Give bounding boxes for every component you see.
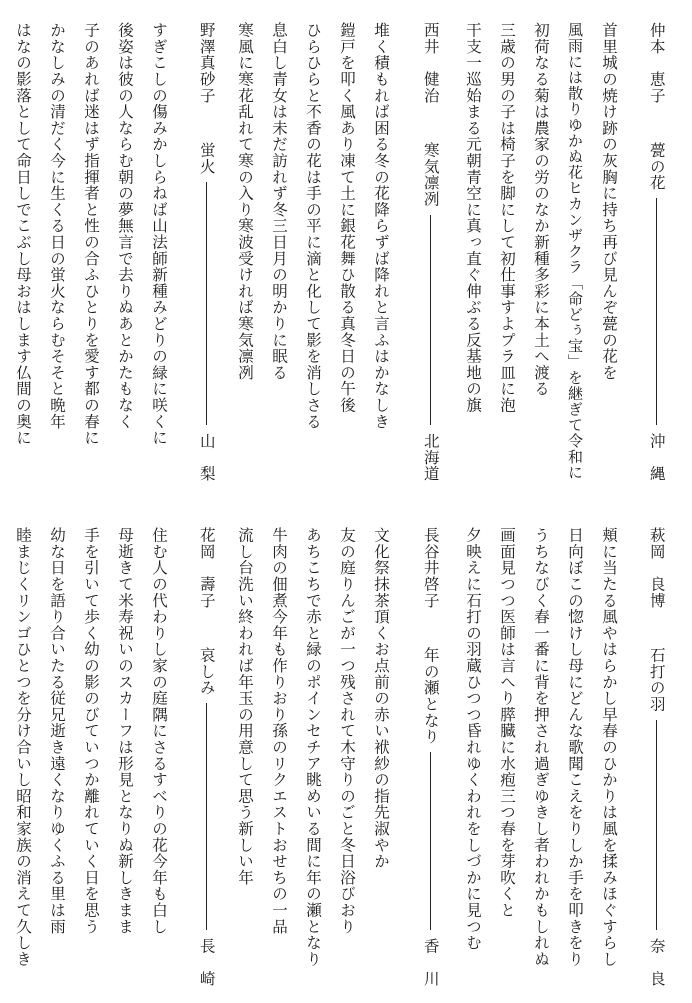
poem-title: 蛍火: [197, 141, 216, 175]
poem-line: 三歳の男の子は椅子を脚にして初仕事すよプラ皿に泡: [498, 22, 516, 414]
poem-line: 母逝きて米寿祝いのスカーフは形見となりぬ新しきまま: [116, 527, 134, 935]
poem-title: 石打の羽: [647, 646, 666, 712]
author-name: 長谷井啓子: [421, 527, 440, 609]
region-name: 奈 良: [647, 938, 666, 987]
poem-title: 甍の花: [647, 141, 666, 191]
poem-line: 日向ぼこの惚けし母にどんな歌聞こえをりしか手を叩きをり: [566, 527, 584, 968]
poem-line: 堆く積もれば困る冬の花降らずば降れと言ふはかなしき: [372, 22, 390, 430]
section-header: [420, 527, 440, 987]
title-rule: [206, 703, 207, 930]
title-rule: [656, 720, 657, 930]
poem-line: 手を引いて歩く幼の影のびていつか離れていく日を思う: [82, 527, 100, 935]
poem-line: 牛肉の佃煮今年も作りおり孫のリクエストおせちの一品: [270, 527, 288, 935]
poem-line: 住む人の代わりし家の庭隅にさるすべりの花今年も白し: [150, 527, 168, 935]
poem-line: あちこちで赤と緑のポインセチア眺めいる間に年の瀬となり: [304, 527, 322, 968]
poem-line: ひらひらと不香の花は手の平に滴と化して影を消しさる: [304, 22, 322, 430]
poem-line: 夕映えに石打の羽蔵ひつつ昏れゆくわれをしづかに見つむ: [464, 527, 482, 951]
region-name: 北海道: [421, 433, 440, 482]
section-header: [646, 22, 666, 482]
poem-line: 息白し青女は未だ訪れず冬三日月の明かりに眠る: [270, 22, 288, 381]
poem-line: 寒風に寒花乱れて寒の入り寒波受ければ寒気凛冽: [236, 22, 254, 381]
title-rule: [656, 198, 657, 425]
poem-line: 文化祭抹茶頂くお点前の赤い袱紗の指先淑やか: [372, 527, 390, 870]
poem-title: 年の瀬となり: [421, 646, 440, 745]
region-name: 香 川: [421, 938, 440, 987]
poem-line: 初荷なる菊は農家の労のなか新種多彩に本土へ渡る: [532, 22, 550, 397]
region-name: 山 梨: [197, 433, 216, 482]
poem-line: かなしみの清だく今に生くる日の蛍火ならむそそと晩年: [48, 22, 66, 430]
author-name: 野澤真砂子: [197, 22, 216, 104]
title-rule: [430, 752, 431, 930]
section-header: [196, 527, 216, 987]
poem-line: 鎧戸を叩く風あり凍て土に銀花舞ひ散る真冬日の午後: [338, 22, 356, 414]
poem-line: 干支一巡始まる元朝青空に真っ直ぐ伸ぶる反基地の旗: [464, 22, 482, 414]
poem-line: 幼な日を語り合いたる従兄逝き遠くなりゆくふる里は雨: [48, 527, 66, 935]
author-name: 花岡 壽子: [197, 527, 216, 609]
poem-line: 画面見つつ医師は言へり膵臓に水疱三つ春を芽吹くと: [498, 527, 516, 919]
author-name: 仲本 恵子: [647, 22, 666, 104]
region-name: 沖 縄: [647, 433, 666, 482]
poem-line: すぎこしの傷みかしらねば山法師新種みどりの緑に咲くに: [150, 22, 168, 446]
poem-line: 後姿は彼の人ならむ朝の夢無言で去りぬあとかたもなく: [116, 22, 134, 430]
region-name: 長 崎: [197, 938, 216, 987]
poem-line: 風雨には散りゆかぬ花ヒカンザクラ「命どぅ宝」を継ぎて令和に: [566, 22, 584, 481]
poem-line: うちなびく春一番に背を押され過ぎゆきし者われかもしれぬ: [532, 527, 550, 968]
title-rule: [430, 215, 431, 425]
poem-line: 首里城の焼け跡の灰胸に持ち再び見んぞ甍の花を: [600, 22, 618, 381]
poem-line: 子のあれば迷はず指揮者と性の合ふひとりを愛す都の春に: [82, 22, 100, 446]
section-header: [646, 527, 666, 987]
section-header: [420, 22, 440, 482]
poem-title: 哀しみ: [197, 646, 216, 696]
poem-line: はなの影落として命日しでこぶし母おはします仏間の奥に: [14, 22, 32, 446]
poem-line: 睦まじくリンゴひとつを分け合いし昭和家族の消えて久しき: [14, 527, 32, 968]
poem-title: 寒気凛冽: [421, 141, 440, 207]
section-header: [196, 22, 216, 482]
title-rule: [206, 182, 207, 425]
author-name: 萩岡 良博: [647, 527, 666, 609]
author-name: 西井 健治: [421, 22, 440, 104]
poem-line: 頬に当たる風やはらかし早春のひかりは風を揉みほぐすらし: [600, 527, 618, 968]
poem-line: 流し台洗い終われば年玉の用意して思う新しい年: [236, 527, 254, 886]
poem-line: 友の庭りんごが一つ残されて木守りのごと冬日浴びおり: [338, 527, 356, 935]
